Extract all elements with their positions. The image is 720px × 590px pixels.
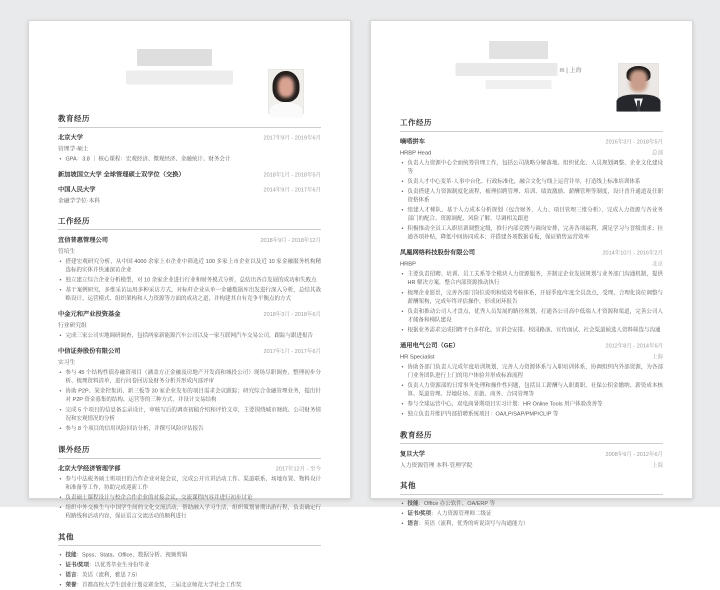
resume-entry: [400, 500, 663, 529]
entry-location: 上海: [652, 462, 663, 469]
bullet-list: [400, 500, 663, 529]
contact-row-2: [387, 80, 650, 89]
entry-subtitle: 管理学·硕士: [58, 146, 89, 152]
entry-title: 复旦大学: [400, 450, 426, 458]
resume-entry: [58, 346, 321, 433]
bullet-item: • 协助 P2P、某金控集团、新三板等 30 家企业发布的项目需求会议跟踪；研究综合金融管理业务，提出针对 P2P 资金募集的结构、运营等的三种方式，并设计交易结构: [66, 387, 322, 404]
entry-title-row: [400, 449, 663, 458]
entry-location: 上海: [652, 353, 663, 360]
entry-title-row: [58, 185, 321, 194]
entry-subtitle-row: [58, 321, 321, 329]
entry-subtitle-row: [400, 461, 663, 469]
bullet-label: 证书/奖项: [407, 510, 432, 517]
bullet-item: • 组织中外交换生与中国学生间的文化交流活动，帮助融入学习生活，组织策划暑期出游行程，负责确定行程路线和活动内容，保证语言交流活动的顺利进行: [66, 503, 322, 520]
photo-blurred-face: [278, 77, 294, 98]
bullet-item: • 负责人力资源部的日常事务处理和操作性问题，包括员工薪酬与入职离职、社保公积金缴纳、薪资成本核算、渠道管理、异地驻场、差旅、商务、合同管理等: [408, 381, 664, 398]
resume-left-content: [29, 21, 350, 589]
bullet-list: [58, 258, 321, 304]
section-title: 工作经历: [400, 117, 663, 132]
entry-title: 中金元和产业投资基金: [58, 310, 121, 318]
bullet-item: • 完成三家公司实地调研调查，包括两家新能源汽车公司以及一家互联网汽车交易公司，跟踪与跟进报告: [66, 332, 322, 341]
entry-date: 2017年12月 - 至今: [275, 465, 321, 472]
entry-title-row: [58, 463, 321, 472]
entry-location: 总部: [652, 150, 663, 156]
entry-title: 中国人民大学: [58, 186, 96, 194]
bullet-item: • 搭建宏观研究分析，从中国 4000 余家上市企业中筛选近 100 多家上市企业以及近 10 家金融服务机构精选标的实体并快速深访企业: [66, 258, 322, 275]
bullet-item: • 参与全球运营中心、双电商暑期项目实习计划：HR Online Tools 用户体验改善等: [408, 400, 664, 409]
entry-title: 凤凰网络科技股份有限公司: [400, 249, 476, 257]
entry-subtitle-row: [58, 247, 321, 255]
redacted-name-block: [137, 49, 212, 66]
entry-title: 北京大学: [58, 134, 84, 141]
resume-section: [58, 216, 321, 433]
bullet-list: [58, 369, 321, 433]
bullet-item: • 负责和推动公司人才盘点，优秀人员发展的路径规划，打通各公司高中低端人才资源和渠道，完善公司人才储备和梯队建设: [408, 307, 664, 324]
section-title: 其他: [58, 531, 321, 546]
entry-date: 2017年9月 - 2019年6月: [263, 135, 321, 141]
resume-entry: [58, 235, 321, 303]
redacted-contact-block: [456, 63, 558, 76]
entry-location: 北京: [652, 261, 663, 268]
resume-entry: [400, 248, 663, 335]
bullet-item: • 根据业务需求完成招聘平台多样化、宣讲会安排、校园路演、宣传面试、社会渠道候选人资料筛选与沟通: [408, 326, 664, 335]
bullet-item: • 负责硕士课程设计与校企合作企业的对接会议，交流课程内容并进行初步讨论: [66, 493, 322, 502]
entry-subtitle: 实习生: [58, 359, 76, 366]
bullet-item: • 技能：Office 办公软件、OA/ERP 等: [408, 500, 664, 509]
entry-title: 通用电气公司（GE）: [400, 341, 460, 349]
entry-title: 宜信普惠管理公司: [58, 236, 109, 244]
bullet-item: • 荣誉：首都高校大学生创业计划竞赛金奖，三届北京师范大学社会工作奖: [66, 581, 322, 590]
entry-subtitle: HRBP: [400, 261, 416, 268]
contact-row: [387, 63, 650, 76]
photo-blurred-face: [630, 70, 648, 92]
resume-left-header: [58, 49, 321, 102]
resume-entry: [58, 463, 321, 520]
bullet-list: [58, 155, 321, 164]
bullet-list: [58, 475, 321, 521]
bullet-item: • 语言：英语（流利，优秀的听说读写与沟通能力）: [408, 520, 664, 529]
entry-title-row: [400, 340, 663, 349]
entry-subtitle-row: [58, 197, 321, 205]
bullet-item: • GPA：3.8 ｜ 核心课程：宏观经济、微观经济、金融统计、财务会计: [66, 155, 322, 164]
bullet-item: • 负责人才中心变革·人事中台化、行政标准化，融合文化与线上运营并举，打造线上标准培训体系: [408, 178, 664, 187]
entry-title: 中信证券股份有限公司: [58, 347, 121, 355]
resume-entry: [400, 137, 663, 242]
bullet-item: • 梳理企业愿景，完善各部门岗位说明和绩效考核体系，开展季度/年度全员盘点，受理、合理化岗位调整与薪酬架构，完成年终评估操作，形成闭环报告: [408, 289, 664, 306]
bullet-item: • 负责人力资源中心全面统筹管理工作，包括公司战略分解落地、组织优化、人员规划调整、企业文化建设等: [408, 159, 664, 176]
bullet-label: 技能: [407, 500, 419, 507]
bullet-list: [58, 332, 321, 341]
bullet-item: • 积极推动全员工入职培训调整定级，推行内部竞聘与调岗安排，完善各项福利，满足学习与晋级需求；拉通各项补贴，降低中间协同成本；并搭建各项数据看板，保证销售运营效率: [408, 225, 664, 242]
entry-subtitle-row: [400, 260, 663, 268]
bullet-item: • 参与中法税务硕士班项目的合作企业对接会议，完成公开宣讲活动工作、渠道联系、场地布置、物料设计和准备等工作，协助完成迎新工作: [66, 475, 322, 492]
entry-title-row: [58, 133, 321, 142]
redacted-contact-block-2: [486, 80, 552, 89]
entry-subtitle: HR Specialist: [400, 353, 435, 360]
bullet-list: [400, 363, 663, 419]
resume-entry: [58, 309, 321, 340]
resume-entry: [400, 340, 663, 418]
applicant-photo: [618, 63, 659, 112]
resume-entry: [58, 170, 321, 179]
entry-date: 2008年9月 - 2012年6月: [605, 451, 663, 458]
bullet-item: • 参与 45 个结构性债券融资项目（涵盖方正金融及房地产开发商和城投公司）现场尽职调查、整理初步分析、梳理资料清单，进行问卷回访及财务分析并形成内部评审: [66, 369, 322, 386]
resume-section: [400, 430, 663, 470]
bullet-list: [400, 159, 663, 242]
resume-entry: [400, 449, 663, 469]
redacted-contact-block: [126, 71, 233, 85]
entry-subtitle: 人力资源管理 本科·管理学院: [400, 462, 473, 469]
section-title: 工作经历: [58, 216, 321, 231]
entry-subtitle: 管培生: [58, 248, 76, 255]
bullet-item: • 独立建立综合企业分析模型，对 10 余家企业进行行业和财务模式分析，总结出各自发展的成功和失败点: [66, 276, 322, 285]
entry-subtitle: 行业研究组: [58, 322, 87, 329]
resume-section: [58, 531, 321, 589]
bullet-item: • 协助各部门负责人完成年度培训规划，完善人力资源体系与入职培训体系，协调组织内外部资源，为各部门业务团队进行上门的用户体验并形成标准流程: [408, 363, 664, 380]
bullet-item: • 主要负责招聘、培训、员工关系等全模块人力资源服务，并制定企业发展规划与业务部门沟通机制，提供 HR 解决方案，整合内部资源推动执行: [408, 270, 664, 287]
resume-entry: [58, 133, 321, 164]
bullet-item: • 负责搭建人力资源制度化流程，梳理招聘管理、培训、绩效激励、薪酬管理等制度，设计晋升通道及任职资格体系: [408, 188, 664, 205]
section-title: 课外经历: [58, 444, 321, 459]
resume-entry: [58, 185, 321, 205]
entry-date: 2016年3月 - 2018年5月: [605, 139, 663, 145]
entry-title-row: [58, 309, 321, 318]
bullet-item: • 基于案例研究，多维采访运用多种采访方式，对标杆企业从单一金融数据库出发进行深入分析，总结其战略设计、运营模式、组织架构和人力资源等方面的成功之道，并构建其自有竞争平衡点的方式: [66, 286, 322, 303]
entry-date: 2018年1月 - 2018年5月: [263, 172, 321, 179]
entry-subtitle: HRBP Head: [400, 150, 432, 156]
bullet-label: 证书/奖项: [65, 561, 90, 568]
bullet-item: • 独立负责并维护内部招聘系统项目：OA/LP/SAP/PMP/CLIP 等: [408, 410, 664, 419]
resume-section: [400, 480, 663, 528]
bullet-label: 语言: [65, 571, 77, 578]
resume-right-content: [371, 21, 692, 527]
entry-subtitle-row: [58, 358, 321, 366]
bullet-list: [400, 270, 663, 334]
bullet-list: [58, 551, 321, 590]
resume-document-left[interactable]: [28, 20, 351, 589]
bullet-item: • 参与 8 个项目的信用风险回访分析，并撰写风险评估报告: [66, 424, 322, 433]
section-title: 教育经历: [400, 430, 663, 445]
entry-title-row: [58, 346, 321, 355]
resume-section: [58, 113, 321, 205]
entry-title-row: [58, 235, 321, 244]
entry-date: 2018年9月 - 2018年12月: [260, 237, 321, 244]
entry-title: 嘀嗒拼车: [400, 138, 426, 145]
resume-right-sections: [400, 117, 663, 528]
photo-tie: [637, 101, 640, 112]
resume-section: [400, 117, 663, 419]
resume-document-right[interactable]: [370, 20, 693, 527]
resume-left-sections: [58, 113, 321, 590]
resume-entry: [58, 551, 321, 590]
bullet-item: • 技能：Spss、Stata、Office、数据分析、视频剪辑: [66, 551, 322, 560]
entry-date: 2012年8月 - 2014年6月: [605, 342, 663, 349]
bullet-label: 技能: [65, 551, 77, 558]
entry-subtitle-row: [58, 145, 321, 153]
applicant-photo: [268, 69, 304, 114]
bullet-label: 荣誉: [65, 582, 77, 589]
entry-date: 2018年3月 - 2018年6月: [263, 311, 321, 318]
entry-title-row: [58, 170, 321, 179]
section-title: 教育经历: [58, 113, 321, 128]
entry-date: 2014年9月 - 2017年6月: [263, 187, 321, 194]
bullet-item: • 证书/奖项：人力资源管理师二级证: [408, 510, 664, 519]
entry-title-row: [400, 248, 663, 257]
bullet-label: 语言: [407, 520, 419, 527]
resume-section: [58, 444, 321, 521]
entry-title: 北京大学经济管理学部: [58, 464, 121, 472]
bullet-item: • 完成 5 个项目的信息备忘录设计，审核写后的调查初稿介绍和评价文章，主要围绕城市财政、公司财务情况和宏观情况的分析: [66, 406, 322, 423]
entry-date: 2017年1月 - 2017年6月: [263, 348, 321, 355]
contact-visible-text: m | 上海: [559, 66, 582, 74]
entry-title-row: [400, 137, 663, 146]
entry-subtitle: 金融学学位·本科: [58, 198, 101, 205]
redacted-name-block: [489, 41, 548, 59]
entry-subtitle-row: [400, 352, 663, 360]
bullet-item: • 证书/奖项：以优秀毕业生身份毕业: [66, 561, 322, 570]
resume-right-header: [400, 41, 663, 106]
entry-title: 新加坡国立大学 全球管理硕士双学位（交换）: [58, 171, 185, 179]
bullet-item: • 语言：英语（流利，雅思 7.5）: [66, 571, 322, 580]
entry-date: 2014年10月 - 2016年2月: [602, 250, 663, 257]
section-title: 其他: [400, 480, 663, 495]
bullet-item: • 组建人才梯队，基于人力成本分析规划（包含财务、人力、项目管理三维分析），完成人力资源与各业务部门的配合、资源调配、风险了解、尽调相关跟进: [408, 206, 664, 223]
entry-subtitle-row: [400, 149, 663, 157]
photo-shirt: [270, 103, 303, 118]
